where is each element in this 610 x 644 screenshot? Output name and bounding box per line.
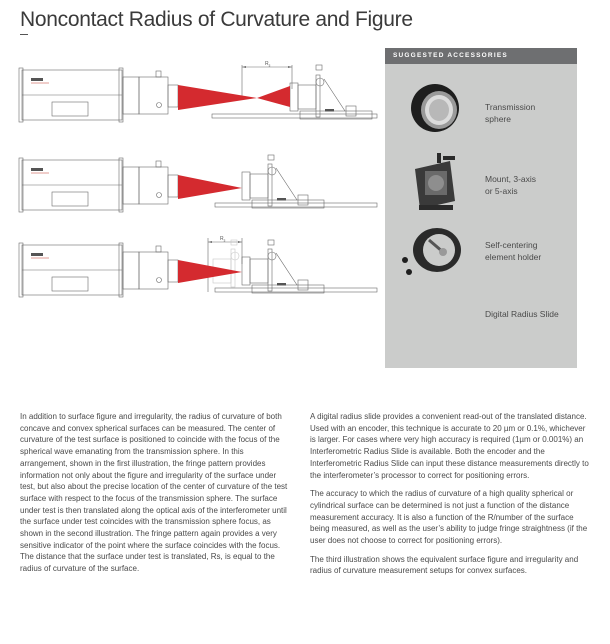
diagram-cats-eye xyxy=(15,152,380,232)
diagram-concave-center xyxy=(15,55,380,147)
accessory-label: Digital Radius Slide xyxy=(485,309,559,319)
body-column-right xyxy=(310,411,592,584)
element-holder-icon xyxy=(395,220,470,280)
beam xyxy=(178,85,257,110)
radius-label: $R_s$ xyxy=(265,61,271,68)
accessory-label: or 5-axis xyxy=(485,186,518,196)
accessory-item xyxy=(385,220,577,280)
accessory-item xyxy=(385,300,577,360)
paragraph: A digital radius slide provides a convenient read-out of the translated distance. Used with an encoder, this technique is accurate to 20 µm or 0.1%, whichever is larger. For cases where very high accuracy is required (1µm or 0.001%) an Interferometric Radius Slide is available. Both the encoder and the Interferometric Radius Slide can input these distance measurements directly to the interferometer’s processor to correct for positioning errors. xyxy=(310,412,589,480)
beam xyxy=(178,260,242,283)
radius-label: $R_s$ xyxy=(220,236,226,243)
accessory-label: Mount, 3-axis xyxy=(485,174,537,184)
body-column-left xyxy=(20,411,292,582)
accessory-item xyxy=(385,76,577,136)
diagram-convex xyxy=(15,232,380,317)
beam-reflected xyxy=(257,86,290,107)
accessory-item xyxy=(385,151,577,211)
logo xyxy=(31,78,43,81)
mount-icon xyxy=(395,151,470,211)
accessory-label: Transmission xyxy=(485,102,536,112)
page-title: Noncontact Radius of Curvature and Figure xyxy=(20,8,413,31)
beam xyxy=(178,175,242,199)
accessory-label: Self-centering xyxy=(485,240,538,250)
suggested-accessories-panel xyxy=(385,48,577,368)
diagrams xyxy=(15,55,380,315)
accessory-label: element holder xyxy=(485,252,542,262)
title-rule xyxy=(20,34,28,35)
paragraph: In addition to surface figure and irregularity, the radius of curvature of both concave and convex spherical surfaces can be measured. The center of curvature of the test surface is positioned to coincide with the focus of the spherical wave emanating from the transmission sphere. In this arrangement, shown in the first illustration, the fringe pattern provides information not only about the figure and irregularity of the surface under test, but also about the precise location of the center of curvature of the test surface with respect to the focus of the transmission sphere. The surface under test is then translated along the optical axis of the interferometer until the surface under test coincides with the transmission sphere focus, as shown in the second illustration. The fringe pattern again provides a very sensitive indicator of the point where the surface coincides with the focus. The distance that the surface under test is translated, Rs, is equal to the radius of curvature of the surface. xyxy=(20,412,288,574)
panel-heading: SUGGESTED ACCESSORIES xyxy=(385,48,577,64)
paragraph: The third illustration shows the equivalent surface figure and irregularity and radius of curvature measurement setups for convex surfaces. xyxy=(310,554,579,576)
accessory-label: sphere xyxy=(485,114,511,124)
transmission-sphere-icon xyxy=(395,76,470,136)
paragraph: The accuracy to which the radius of curvature of a high quality spherical or cylindrical surface can be determined is not just a function of the distance measurement accuracy. It is also a function of the R/number of the surface being measured, as well as the user’s ability to judge fringe straightness (if the user does not choose to correct for positioning errors). xyxy=(310,489,588,546)
